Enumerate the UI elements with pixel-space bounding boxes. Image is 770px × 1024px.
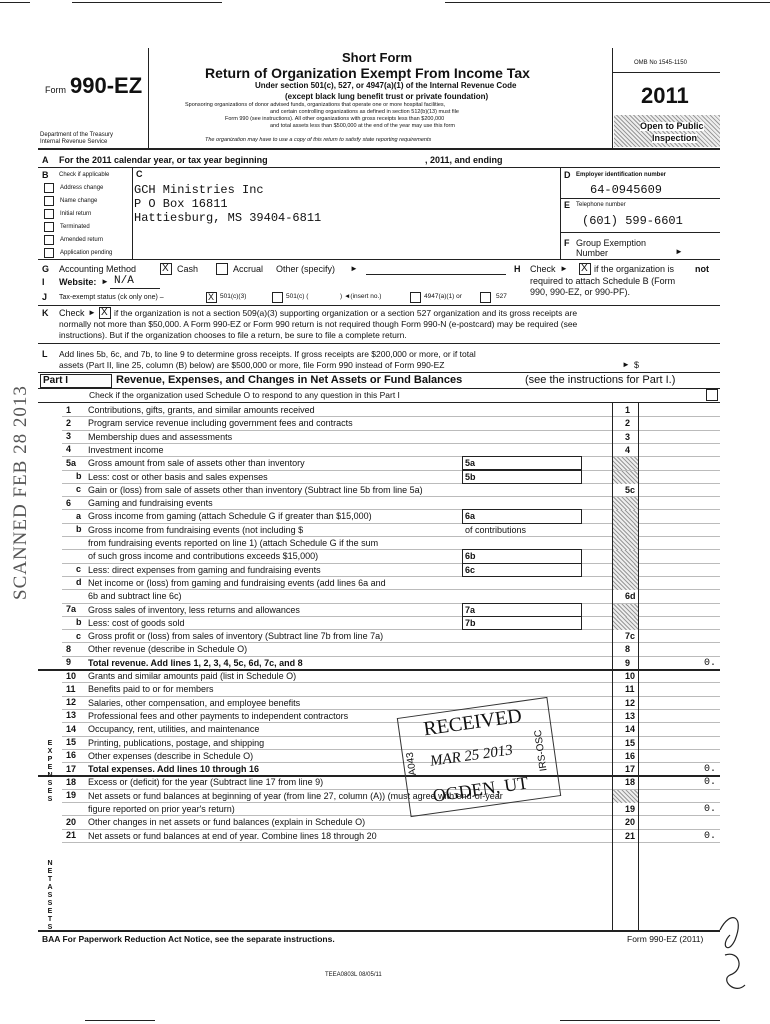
section-d-label: D [564,170,571,180]
tax-year: 2011 [641,83,689,108]
open-to-public-2: Inspection [652,133,698,143]
line-description: Net assets or fund balances at end of year. Combine lines 18 through 20 [88,830,377,841]
line-amount[interactable] [640,738,716,749]
line-number: c [76,564,82,575]
arrow-icon: ► [88,308,96,317]
checkbox-name-change[interactable] [44,196,54,206]
arrow-icon: ► [675,247,683,256]
line-number: c [76,484,82,495]
line-description: Less: direct expenses from gaming and fundraising events [88,564,321,575]
line-description: Net income or (loss) from gaming and fundraising events (add lines 6a and [88,577,386,588]
line-box-label: 10 [625,671,636,681]
line-number: 21 [66,830,77,841]
line-description: Total revenue. Add lines 1, 2, 3, 4, 5c, 6d, 7c, and 8 [88,657,303,668]
other-method-label: Other (specify) [276,264,336,274]
line-description: Investment income [88,444,164,455]
shaded-cell [613,550,638,563]
org-address[interactable]: P O Box 16811 [134,197,228,211]
form-note-4: and total assets less than $500,000 at the end of the year may use this form [270,123,455,129]
line-number: 19 [66,790,77,801]
line-number: 20 [66,816,77,827]
received-stamp [397,697,561,817]
527-checkbox[interactable] [480,292,491,303]
cash-check-mark: X [162,263,169,274]
baa-notice: BAA For Paperwork Reduction Act Notice, see the separate instructions. [42,934,335,944]
form-note-5: The organization may have to use a copy of this return to satisfy state reporting requirements [205,137,432,143]
line-k-checkbox[interactable] [99,307,111,319]
line-description: Gross income from fundraising events (not including $ [88,524,304,535]
line-amount[interactable] [640,418,716,429]
line-description: Occupancy, rent, utilities, and maintenance [88,724,260,735]
line-number: d [76,577,82,588]
form-note-1: Sponsoring organizations of donor advised funds, organizations that operate one or more hospital facilities, [185,102,446,108]
line-box-label: 3 [625,431,631,442]
line-description: Other expenses (describe in Schedule O) [88,750,254,761]
section-f-label: F [564,238,570,248]
line-number: 4 [66,444,72,455]
section-b-item-label: Application pending [60,250,113,256]
line-amount[interactable]: 0. [703,777,716,789]
line-amount[interactable] [640,724,716,735]
group-exemption-1: Group Exemption [576,238,647,248]
scanned-stamp: SCANNED FEB 28 2013 [10,385,31,600]
schedule-o-text: Check if the organization used Schedule O to respond to any question in this Part I [89,390,400,400]
line-number: 3 [66,431,72,442]
website-value[interactable]: N/A [114,275,134,287]
form-subtitle-1: Under section 501(c), 527, or 4947(a)(1) of the Internal Revenue Code [255,81,517,90]
line-k-check: Check [59,308,85,318]
open-to-public-1: Open to Public [640,121,704,131]
line-number: 14 [66,723,77,734]
line-amount[interactable] [640,711,716,722]
line-description: Other changes in net assets or fund balances (explain in Schedule O) [88,817,366,828]
501c3-check-mark: X [208,292,215,302]
checkbox-application-pending[interactable] [44,248,54,258]
tax-exempt-label: Tax-exempt status (ck only one) – [59,294,164,301]
line-box-label: 8 [625,644,631,655]
schedule-b-check-mark: X [581,263,588,274]
line-a-text: For the 2011 calendar year, or tax year beginning [59,155,268,165]
part-1-title: Revenue, Expenses, and Changes in Net Assets or Fund Balances [116,374,463,386]
line-number: b [76,524,82,535]
inner-amount-field[interactable] [462,563,582,577]
line-box-label: 20 [625,817,636,828]
line-number: b [76,471,82,481]
line-description: Salaries, other compensation, and employee benefits [88,697,301,708]
line-description: Gross income from gaming (attach Schedule G if greater than $15,000) [88,511,372,522]
net-assets-side-label: NET ASSETS [47,860,53,931]
arrow-icon: ► [560,264,568,273]
line-description: Total expenses. Add lines 10 through 16 [88,764,260,775]
line-description: of such gross income and contributions exceeds $15,000) [88,551,319,562]
phone-title: Telephone number [576,202,626,208]
line-box-label: 2 [625,418,631,429]
shaded-cell [613,564,638,577]
section-c-label: C [136,169,143,179]
line-description: Gross sales of inventory, less returns and allowances [88,604,300,615]
line-description: Less: cost of goods sold [88,617,185,628]
inner-amount-field[interactable] [462,549,582,563]
inner-amount-field[interactable] [462,509,582,523]
line-j-label: J [42,292,48,302]
line-number: c [76,630,82,641]
line-number: 13 [66,710,77,721]
line-amount[interactable] [640,698,716,709]
dept-irs: Internal Revenue Service [40,139,108,145]
form-word: Form [45,85,66,95]
line-amount[interactable] [640,817,716,828]
line-description: Excess or (deficit) for the year (Subtract line 17 from line 9) [88,777,324,788]
shaded-cell [613,497,638,510]
line-number: 1 [66,404,72,415]
insert-no-label: ) ◄(insert no.) [340,293,382,300]
part-1-title-suffix: (see the instructions for Part I.) [525,374,676,386]
stamp-left-code: A043 [404,751,419,777]
website-label: Website: [59,277,97,287]
line-box-label: 5b [465,471,476,482]
line-description: Net assets or fund balances at beginning of year (from line 27, column (A)) (must agree with end-of-year [88,790,503,801]
cash-checkbox[interactable] [160,263,172,275]
section-b-item-label: Amended return [60,237,104,243]
line-amount[interactable] [640,445,716,456]
line-box-label: 17 [625,764,636,775]
line-description: Professional fees and other payments to independent contractors [88,710,349,721]
line-h-check: Check [530,264,556,274]
shaded-cell [613,790,638,803]
4947-label: 4947(a)(1) or [424,293,462,300]
inner-amount-field[interactable] [462,456,582,470]
line-l-text2: assets (Part II, line 25, column (B) below) are $500,000 or more, file Form 990 instead of Form 990-EZ [59,360,445,370]
line-description: Gross profit or (loss) from sales of inventory (Subtract line 7b from line 7a) [88,631,384,642]
ein-title: Employer identification number [576,172,667,178]
line-amount[interactable] [640,432,716,443]
schedule-b-checkbox[interactable] [579,263,591,275]
shaded-cell [613,471,638,484]
line-description: Benefits paid to or for members [88,684,214,695]
line-box-label: 5a [465,458,476,469]
line-amount[interactable]: 0. [703,657,716,669]
line-amount[interactable]: 0. [703,764,716,776]
line-amount[interactable] [640,644,716,655]
line-box-label: 6d [625,591,636,602]
line-description: Grants and similar amounts paid (list in Schedule O) [88,671,297,681]
line-number: b [76,617,82,628]
section-b-item-label: Initial return [60,211,92,217]
section-b-item-label: Name change [60,198,98,204]
line-description: Other revenue (describe in Schedule O) [88,644,248,655]
line-number: 9 [66,657,72,668]
org-city[interactable]: Hattiesburg, MS 39404-6811 [134,211,322,225]
line-number: 6 [66,497,72,508]
stamp-date: MAR 25 2013 [429,742,514,770]
expenses-side-label: EXPENSES [47,740,53,803]
line-number: 7a [66,604,77,614]
form-title: Return of Organization Exempt From Income Tax [205,65,530,81]
ein-value[interactable]: 64-0945609 [590,183,663,197]
line-h-text4: 990, 990-EZ, or 990-PF). [530,287,631,297]
line-description: Membership dues and assessments [88,431,233,442]
handwritten-mark [700,900,760,1000]
line-k-check-mark: X [101,307,108,318]
line-description: figure reported on prior year's return) [88,804,235,814]
stamp-right-code: IRS-OSC [532,729,550,772]
line-box-label: 6a [465,511,476,522]
line-amount[interactable]: 0. [703,804,716,815]
line-description: Gaming and fundraising events [88,498,213,509]
line-description: Gain or (loss) from sale of assets other than inventory (Subtract line 5b from line 5a) [88,484,423,495]
line-description: Gross amount from sale of assets other than inventory [88,458,305,469]
line-box-label: 18 [625,777,636,788]
4947-checkbox[interactable] [410,292,421,303]
section-b-item-label: Terminated [60,224,90,230]
inner-amount-field[interactable] [462,470,582,484]
line-number: 8 [66,643,72,654]
section-e-label: E [564,200,571,210]
line-box-label: 5c [625,484,636,495]
phone-value[interactable]: (601) 599-6601 [582,214,683,228]
line-number: 2 [66,417,72,428]
line-box-label: 7c [625,631,636,642]
line-i-label: I [42,277,45,287]
line-g-label: G [42,264,50,274]
line-box-label: 4 [625,444,631,455]
line-box-label: 15 [625,737,636,748]
form-number: 990-EZ [70,73,143,98]
line-number: 10 [66,670,77,681]
line-description: 6b and subtract line 6c) [88,591,182,602]
group-exemption-2: Number [576,248,609,258]
form-note-3: Form 990 (see instructions). All other organizations with gross receipts less than $200,000 [225,116,445,122]
line-description: Program service revenue including government fees and contracts [88,418,353,429]
shaded-cell [613,617,638,630]
line-number: 18 [66,776,77,787]
501c-label: 501(c) ( [286,293,309,300]
line-box-label: 6c [465,564,476,575]
stamp-city: OGDEN, UT [431,772,530,806]
line-l-label: L [42,349,48,359]
line-amount[interactable] [640,405,716,416]
accrual-checkbox[interactable] [216,263,228,275]
short-form-label: Short Form [342,50,413,65]
line-description: Contributions, gifts, grants, and similar amounts received [88,405,315,415]
line-g-text: Accounting Method [59,264,137,274]
line-amount[interactable] [640,671,716,682]
shaded-cell [613,524,638,537]
527-label: 527 [496,293,507,300]
stamp-received: RECEIVED [422,704,524,741]
line-h-label: H [514,264,521,274]
line-box-label: 1 [625,405,631,415]
line-box-label: 19 [625,804,636,814]
section-b-item-label: Address change [60,185,104,191]
arrow-icon: ► [350,264,358,273]
line-h-text2: if the organization is [594,264,675,274]
line-amount[interactable] [640,684,716,695]
line-box-label: 6b [465,551,476,562]
line-description: Printing, publications, postage, and shipping [88,737,265,748]
arrow-icon: ► [101,277,109,286]
check-if-applicable: Check if applicable [59,172,110,178]
shaded-cell [613,604,638,617]
line-a-label: A [42,155,49,165]
shaded-cell [613,510,638,523]
line-box-label: 21 [625,830,636,841]
line-box-label: 7a [465,604,476,615]
shaded-cell [613,537,638,550]
line-box-label: 13 [625,710,636,721]
checkbox-amended-return[interactable] [44,235,54,245]
line-k-text3: instructions). But if the organization chooses to file a return, be sure to file a complete return. [59,330,407,340]
cash-label: Cash [177,264,199,274]
line-h-not: not [695,264,709,274]
line-amount[interactable] [640,631,716,642]
inner-amount-field[interactable] [462,603,582,617]
checkbox-terminated[interactable] [44,222,54,232]
line-h-text3: required to attach Schedule B (Form [530,276,676,286]
dept-treasury: Department of the Treasury [40,132,114,138]
shaded-cell [613,457,638,470]
line-k-text2: normally not more than $50,000. A Form 990-EZ or Form 990 return is not required though Form 990-N (e-postcard) may be required (see [59,319,578,329]
line-amount[interactable] [640,591,716,602]
line-box-label: 14 [625,724,636,735]
line-box-label: 11 [625,684,635,695]
line-amount[interactable]: 0. [703,830,716,842]
line-box-label: 12 [625,697,636,708]
501c3-checkbox[interactable] [206,292,217,303]
form-subtitle-2: (except black lung benefit trust or private foundation) [285,92,489,101]
section-b-label: B [42,170,49,180]
line-a-mid: , 2011, and ending [425,155,503,165]
org-name[interactable]: GCH Ministries Inc [134,183,264,197]
line-k-label: K [42,308,49,318]
line-number: 5a [66,457,77,468]
line-number: 17 [66,763,77,774]
line-number: 16 [66,750,77,761]
dollar-sign: $ [634,360,640,370]
inner-amount-field[interactable] [462,616,582,630]
part-1-label: Part I [43,375,69,386]
line-k-text1: if the organization is not a section 509(a)(3) supporting organization or a section 527 organization and its gross receipts are [114,308,578,318]
line-amount[interactable] [640,751,716,762]
501c-checkbox[interactable] [272,292,283,303]
shaded-cell [613,577,638,590]
line-amount[interactable] [640,485,716,496]
501c3-label: 501(c)(3) [220,293,247,300]
line-number: 12 [66,697,77,708]
line-extra: of contributions [465,524,527,535]
line-number: 11 [66,683,76,694]
form-note-2: and certain controlling organizations as defined in section 512(b)(13) must file [270,109,459,115]
omb-number: OMB No 1545-1150 [634,60,687,66]
line-box-label: 7b [465,617,476,628]
line-description: Less: cost or other basis and sales expenses [88,471,268,482]
checkbox-initial-return[interactable] [44,209,54,219]
arrow-icon: ► [622,360,630,369]
checkbox-address-change[interactable] [44,183,54,193]
footer-code: TEEA0803L 08/05/11 [325,972,382,978]
line-description: from fundraising events reported on line 1) (attach Schedule G if the sum [88,538,379,548]
line-box-label: 9 [625,657,631,668]
part-1-badge [40,374,112,388]
line-l-text1: Add lines 5b, 6c, and 7b, to line 9 to determine gross receipts. If gross receipts are $200,000 or more, or if total [59,349,476,359]
schedule-o-checkbox[interactable] [706,389,718,401]
line-number: 15 [66,737,77,747]
line-box-label: 16 [625,750,636,761]
form-footer-ref: Form 990-EZ (2011) [627,934,704,944]
line-number: a [76,510,82,521]
accrual-label: Accrual [233,264,264,274]
